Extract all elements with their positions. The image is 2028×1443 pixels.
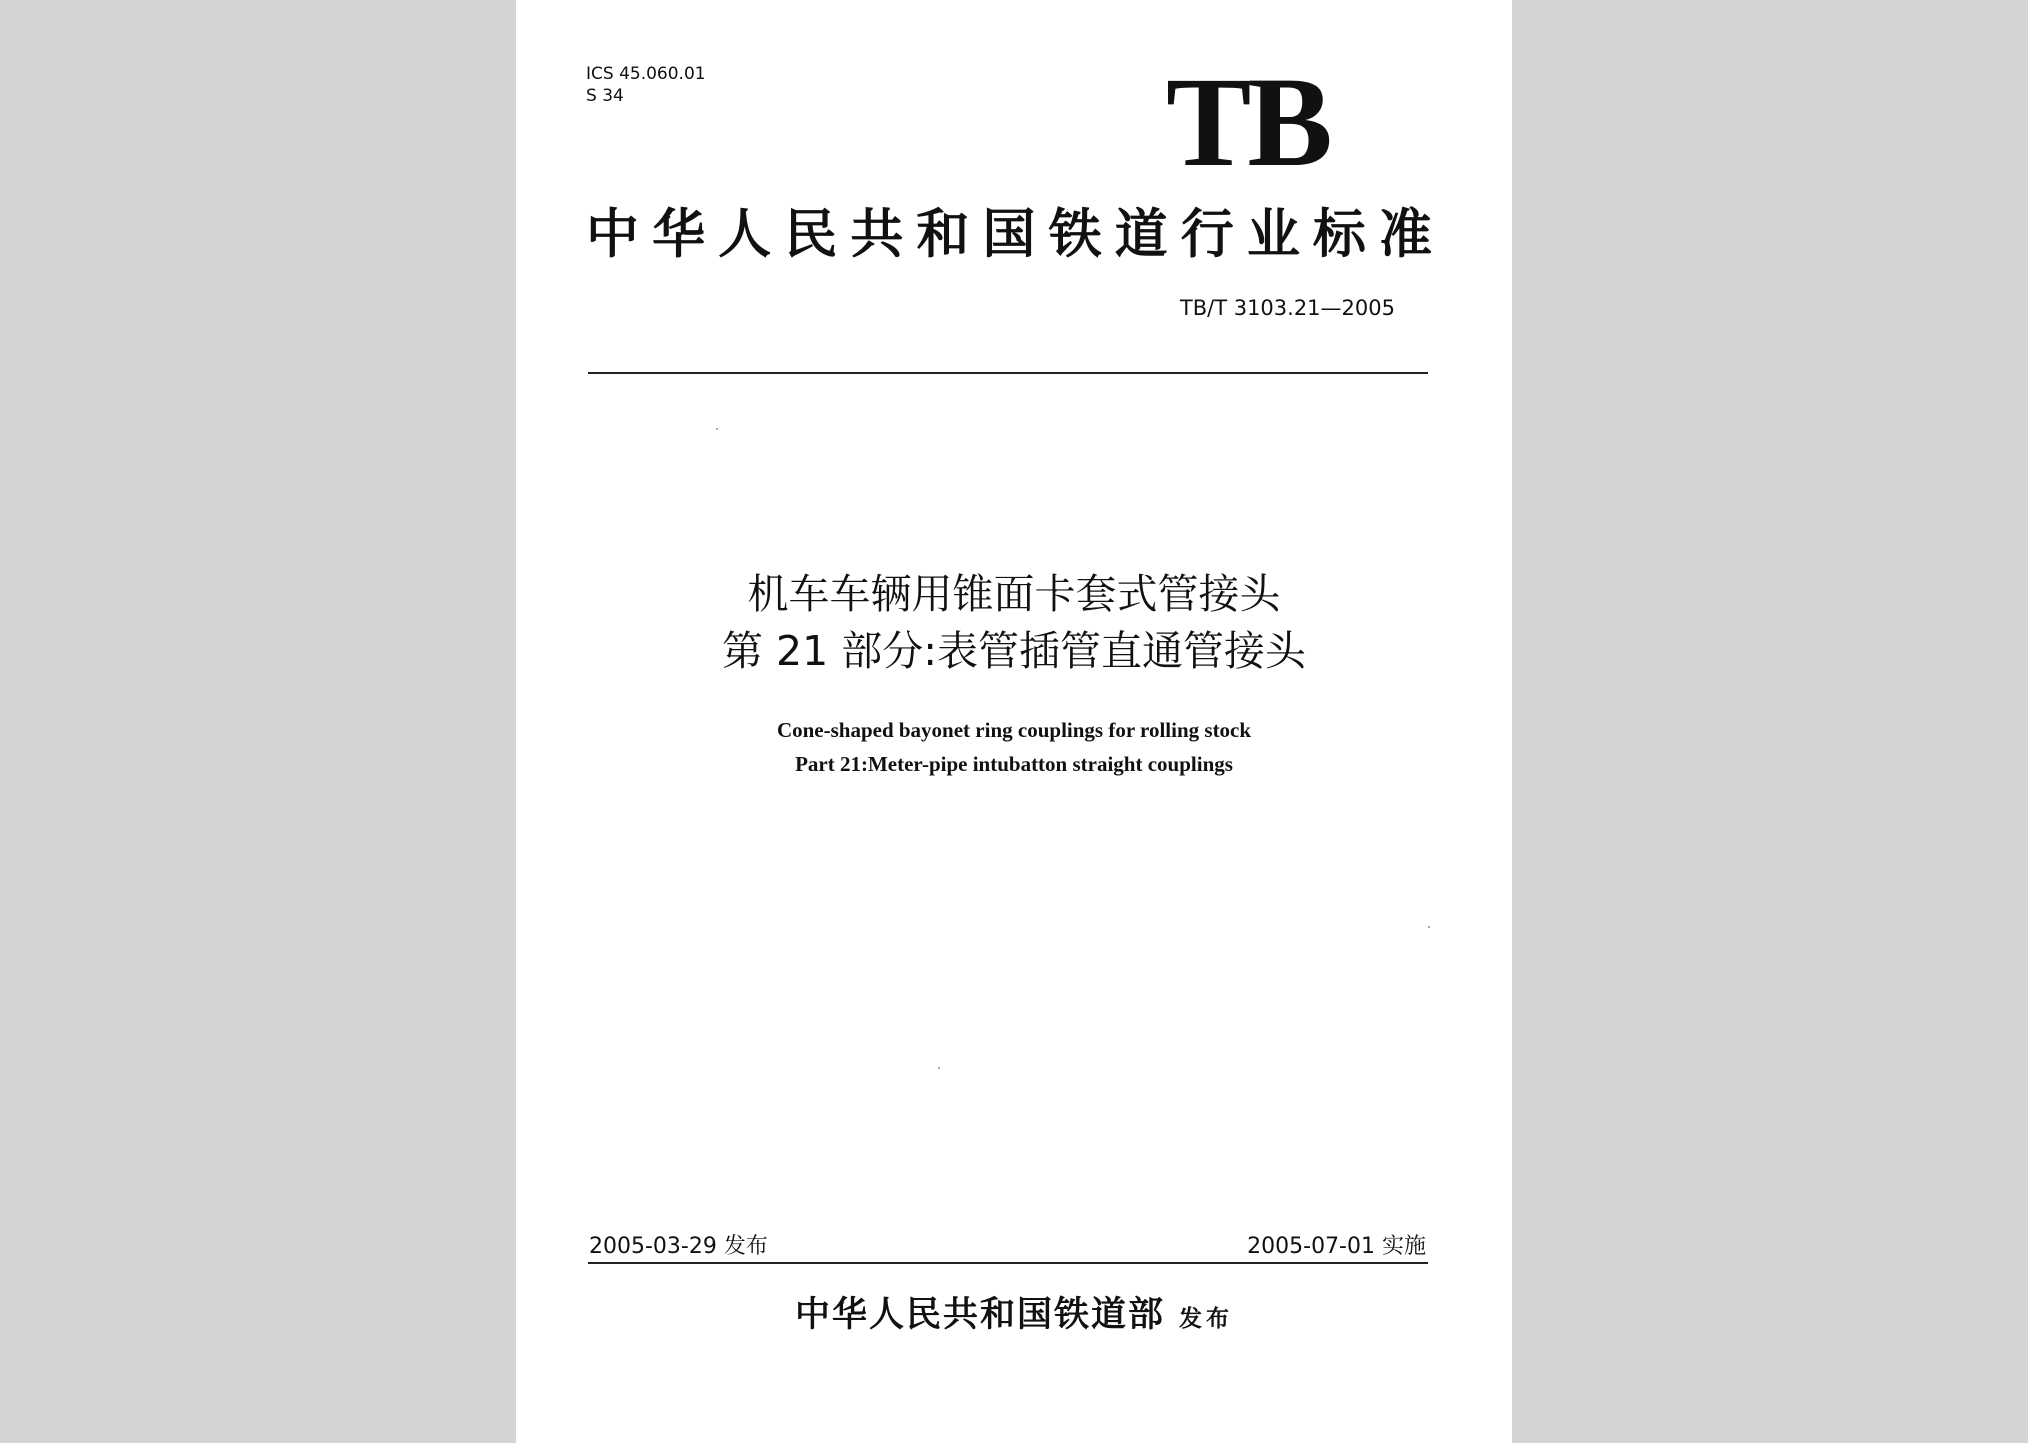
scan-speck [716,428,718,430]
scan-speck [938,1067,940,1069]
publish-label: 发布 [1179,1306,1233,1332]
chinese-title-line-1: 机车车辆用锥面卡套式管接头 [747,570,1281,618]
ccs-code: S 34 [586,86,624,106]
tb-logo: TB [1166,51,1329,193]
ics-code: ICS 45.060.01 [586,64,706,84]
publisher-line [516,1290,1512,1344]
english-title-line-1: Cone-shaped bayonet ring couplings for rolling stock [776,718,1252,742]
standard-type-heading: 中华人民共和国铁道行业标准 [586,204,1432,265]
header-divider [588,372,1428,374]
classification-codes [586,63,706,107]
standard-number: TB/T 3103.21—2005 [1179,296,1395,320]
issue-date: 2005-03-29 发布 [589,1234,768,1259]
chinese-title-line-2: 第 21 部分:表管插管直通管接头 [721,627,1307,675]
footer-divider [588,1262,1428,1264]
implementation-date: 2005-07-01 实施 [1247,1234,1426,1259]
publisher-name: 中华人民共和国铁道部 [794,1295,1165,1335]
scan-speck [1428,926,1430,928]
english-title-line-2: Part 21:Meter-pipe intubatton straight couplings [795,752,1233,776]
document-page [516,0,1512,1443]
